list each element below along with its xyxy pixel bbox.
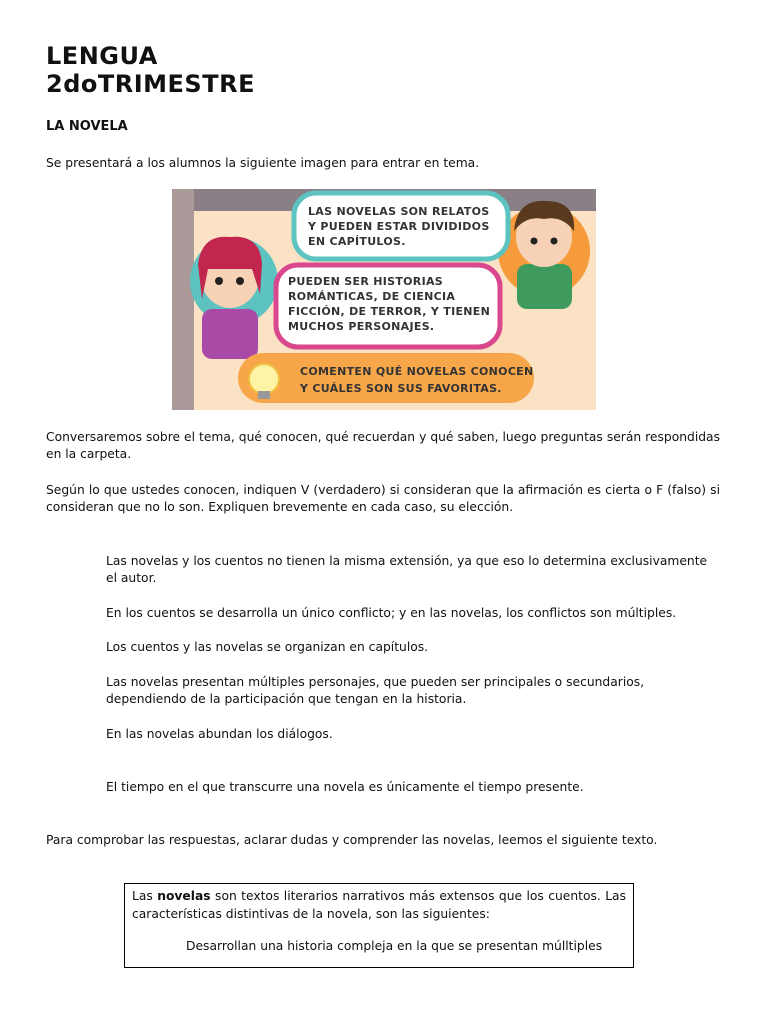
bubble3-line-1: COMENTEN QUÉ NOVELAS CONOCEN <box>300 365 534 378</box>
statement-1: Las novelas y los cuentos no tienen la misma extensión, ya que eso lo determina exclusivamente el autor. <box>106 554 708 585</box>
bubble1-line-1: LAS NOVELAS SON RELATOS <box>308 205 490 218</box>
title-line-2: 2doTRIMESTRE <box>46 70 255 98</box>
novel-illustration <box>172 189 596 410</box>
bubble2-line-1: PUEDEN SER HISTORIAS <box>288 275 443 288</box>
bullet-icon <box>132 937 186 955</box>
statement-2: En los cuentos se desarrolla un único conflicto; y en las novelas, los conflictos son múltiples. <box>106 606 677 620</box>
bubble2-line-2: ROMÁNTICAS, DE CIENCIA <box>288 290 456 303</box>
bubble1-line-3: EN CAPÍTULOS. <box>308 235 406 248</box>
bullet-item <box>132 937 626 955</box>
section-heading: LA NOVELA <box>46 119 128 134</box>
bubble2-line-4: MUCHOS PERSONAJES. <box>288 320 435 333</box>
paragraph-2: Según lo que ustedes conocen, indiquen V (verdadero) si consideran que la afirmación es cierta o F (falso) si consideran que no lo son. Expliquen brevemente en cada caso, su elección. <box>46 483 720 514</box>
bullet-text: Desarrollan una historia compleja en la que se presentan múlltiples <box>186 939 603 953</box>
book-pages-left <box>172 189 194 410</box>
statement-3: Los cuentos y las novelas se organizan en capítulos. <box>106 640 429 654</box>
definition-rest: son textos literarios narrativos más extensos que los cuentos. Las características distintivas de la novela, son las siguientes: <box>132 889 626 921</box>
paragraph-1: Conversaremos sobre el tema, qué conocen, qué recuerdan y qué saben, luego preguntas serán respondidas en la carpeta. <box>46 430 720 461</box>
definition-box <box>124 883 634 968</box>
definition-text <box>132 887 626 923</box>
title-line-1: LENGUA <box>46 42 158 70</box>
statement-6: El tiempo en el que transcurre una novela es únicamente el tiempo presente. <box>106 780 584 794</box>
definition-bold-word: novelas <box>157 889 211 903</box>
paragraph-3: Para comprobar las respuestas, aclarar dudas y comprender las novelas, leemos el siguiente texto. <box>46 833 658 847</box>
speech-bubble-3 <box>238 353 534 403</box>
statement-5: En las novelas abundan los diálogos. <box>106 727 333 741</box>
bubble3-line-2: Y CUÁLES SON SUS FAVORITAS. <box>300 382 502 395</box>
document-title <box>46 42 255 98</box>
intro-paragraph: Se presentará a los alumnos la siguiente imagen para entrar en tema. <box>46 156 480 170</box>
definition-word-1: Las <box>132 889 153 903</box>
statement-4: Las novelas presentan múltiples personajes, que pueden ser principales o secundarios, dependiendo de la participación que tengan en la historia. <box>106 675 645 706</box>
bubble1-line-2: Y PUEDEN ESTAR DIVIDIDOS <box>308 220 490 233</box>
bubble2-line-3: FICCIÓN, DE TERROR, Y TIENEN <box>288 305 491 318</box>
